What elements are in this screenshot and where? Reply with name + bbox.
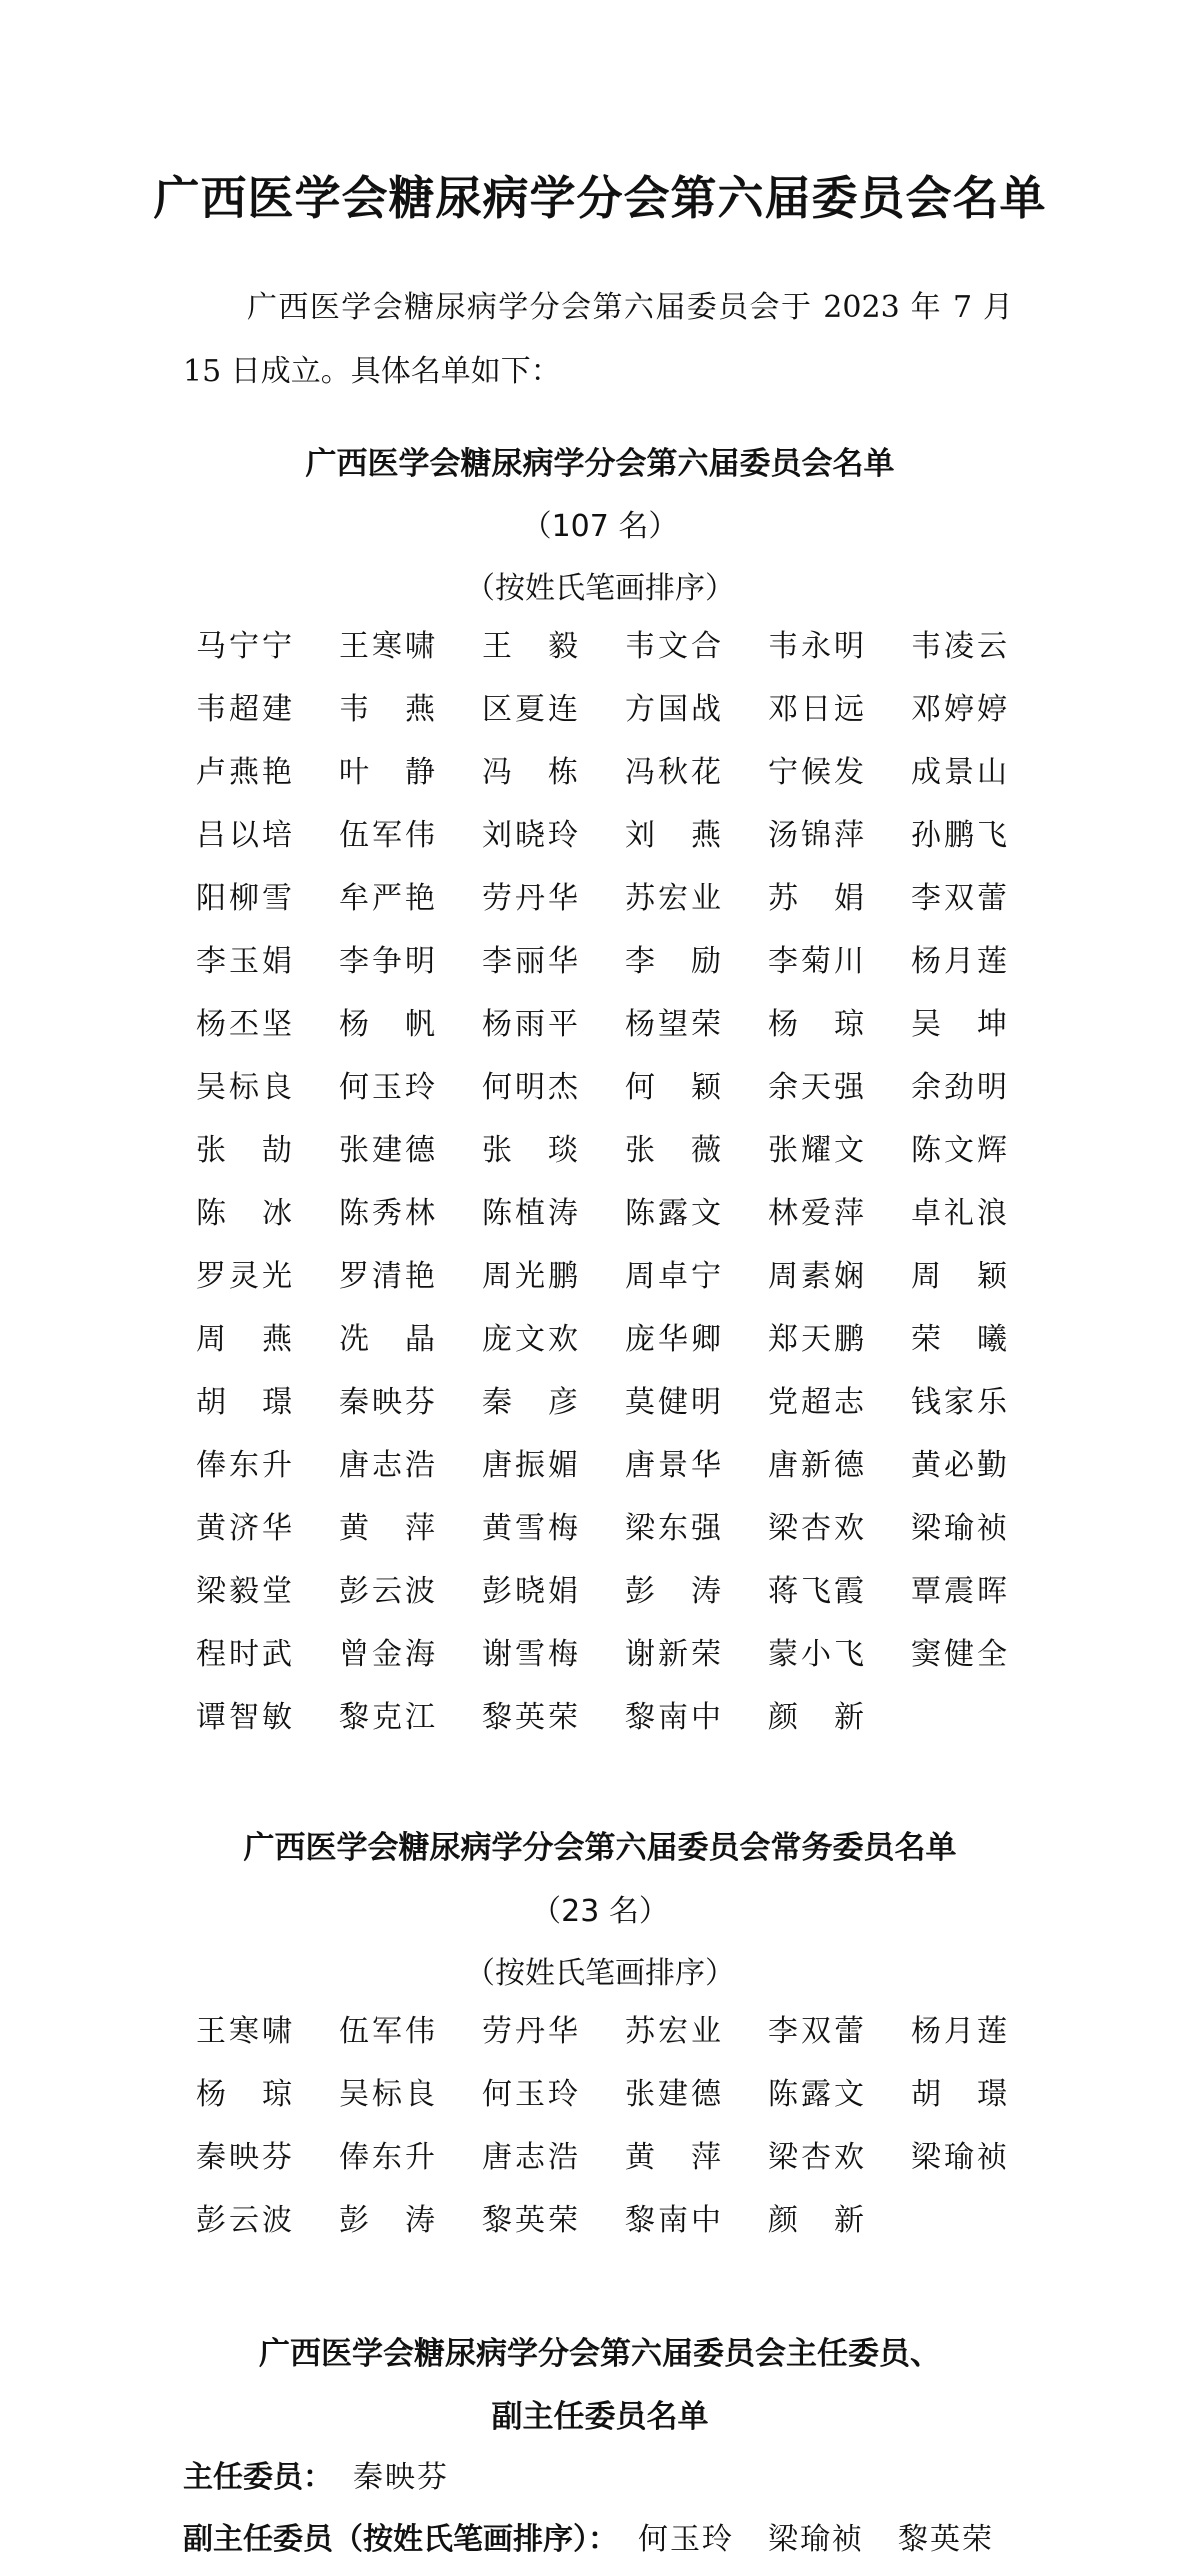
member-name: 秦 映 芬 — [339, 1385, 435, 1420]
leaders-title-line1: 广西医学会糖尿病学分会第六届委员会主任委员、 — [259, 2336, 941, 2372]
member-name: 罗 清 艳 — [339, 1259, 435, 1294]
member-name: 唐 志 浩 — [482, 2140, 578, 2175]
member-name: 周 光 鹏 — [482, 1259, 578, 1294]
chair-name: 秦映芬 — [353, 2460, 449, 2495]
member-name: 党 超 志 — [768, 1385, 864, 1420]
member-name: 王 毅 — [482, 629, 578, 664]
member-name: 彭 晓 娟 — [482, 1574, 578, 1609]
member-name: 劳 丹 华 — [482, 2014, 578, 2049]
member-name: 陈 露 文 — [768, 2077, 864, 2112]
member-name: 李 励 — [625, 944, 721, 979]
member-name: 韦 凌 云 — [911, 629, 1007, 664]
member-name: 吴 标 良 — [196, 1070, 292, 1105]
member-name: 牟 严 艳 — [339, 881, 435, 916]
member-name: 秦 映 芬 — [196, 2140, 292, 2175]
member-name: 刘 燕 — [625, 818, 721, 853]
vice-chair-name: 黎英荣 — [898, 2522, 994, 2557]
member-name: 郑 天 鹏 — [768, 1322, 864, 1357]
member-name: 韦 燕 — [339, 692, 435, 727]
member-name: 窦 健 全 — [911, 1637, 1007, 1672]
standing-committee-order-note: （按姓氏笔画排序） — [465, 1956, 735, 1991]
member-name: 蒙 小 飞 — [768, 1637, 864, 1672]
member-name: 区 夏 连 — [482, 692, 578, 727]
member-name: 阳 柳 雪 — [196, 881, 292, 916]
member-name: 苏 娟 — [768, 881, 864, 916]
member-name: 何 颖 — [625, 1070, 721, 1105]
member-name: 荣 曦 — [911, 1322, 1007, 1357]
member-name: 周 燕 — [196, 1322, 292, 1357]
member-name: 张 琰 — [482, 1133, 578, 1168]
member-name: 彭 云 波 — [196, 2203, 292, 2238]
member-name: 黎 英 荣 — [482, 1700, 578, 1735]
member-name: 杨 雨 平 — [482, 1007, 578, 1042]
standing-committee-count: （23 名） — [531, 1894, 669, 1929]
member-name: 谢 新 荣 — [625, 1637, 721, 1672]
member-name: 黄 必 勤 — [911, 1448, 1007, 1483]
member-name: 吴 坤 — [911, 1007, 1007, 1042]
member-name: 孙 鹏 飞 — [911, 818, 1007, 853]
member-name: 钱 家 乐 — [911, 1385, 1007, 1420]
member-name: 陈 文 辉 — [911, 1133, 1007, 1168]
member-name: 周 卓 宁 — [625, 1259, 721, 1294]
member-name: 林 爱 萍 — [768, 1196, 864, 1231]
member-name: 莫 健 明 — [625, 1385, 721, 1420]
member-name: 何 玉 玲 — [339, 1070, 435, 1105]
vice-chair-name: 何玉玲 — [638, 2522, 734, 2557]
member-name: 伍 军 伟 — [339, 2014, 435, 2049]
member-name: 谭 智 敏 — [196, 1700, 292, 1735]
member-name: 吴 标 良 — [339, 2077, 435, 2112]
member-name: 方 国 战 — [625, 692, 721, 727]
member-name: 俸 东 升 — [339, 2140, 435, 2175]
leaders-title-line2: 副主任委员名单 — [491, 2399, 709, 2435]
member-name: 颜 新 — [768, 1700, 864, 1735]
member-name: 冯 栋 — [482, 755, 578, 790]
member-name: 余 天 强 — [768, 1070, 864, 1105]
member-name: 杨 丕 坚 — [196, 1007, 292, 1042]
member-name: 黄 济 华 — [196, 1511, 292, 1546]
member-name: 颜 新 — [768, 2203, 864, 2238]
member-name: 梁 东 强 — [625, 1511, 721, 1546]
member-name: 李 丽 华 — [482, 944, 578, 979]
member-name: 覃 震 晖 — [911, 1574, 1007, 1609]
member-name: 秦 彦 — [482, 1385, 578, 1420]
member-name: 李 双 蕾 — [768, 2014, 864, 2049]
member-name: 杨 月 莲 — [911, 944, 1007, 979]
chair-line — [183, 2452, 1083, 2496]
member-name: 胡 璟 — [196, 1385, 292, 1420]
member-name: 张 建 德 — [339, 1133, 435, 1168]
member-name: 王 寒 啸 — [339, 629, 435, 664]
member-name: 冯 秋 花 — [625, 755, 721, 790]
standing-committee-title: 广西医学会糖尿病学分会第六届委员会常务委员名单 — [243, 1830, 957, 1866]
member-name: 伍 军 伟 — [339, 818, 435, 853]
member-name: 叶 静 — [339, 755, 435, 790]
member-name: 黎 南 中 — [625, 1700, 721, 1735]
member-name: 李 菊 川 — [768, 944, 864, 979]
member-name: 程 时 武 — [196, 1637, 292, 1672]
member-name: 黎 英 荣 — [482, 2203, 578, 2238]
member-name: 庞 文 欢 — [482, 1322, 578, 1357]
member-name: 成 景 山 — [911, 755, 1007, 790]
member-name: 卢 燕 艳 — [196, 755, 292, 790]
member-name: 吕 以 培 — [196, 818, 292, 853]
member-name: 周 素 娴 — [768, 1259, 864, 1294]
member-name: 梁 毅 堂 — [196, 1574, 292, 1609]
member-name: 韦 永 明 — [768, 629, 864, 664]
member-name: 庞 华 卿 — [625, 1322, 721, 1357]
committee-order-note: （按姓氏笔画排序） — [465, 571, 735, 606]
member-name: 余 劲 明 — [911, 1070, 1007, 1105]
member-name: 梁 瑜 祯 — [911, 1511, 1007, 1546]
member-name: 张 建 德 — [625, 2077, 721, 2112]
member-name: 彭 涛 — [339, 2203, 435, 2238]
member-name: 胡 璟 — [911, 2077, 1007, 2112]
member-name: 杨 望 荣 — [625, 1007, 721, 1042]
member-name: 黄 萍 — [625, 2140, 721, 2175]
member-name: 马 宁 宁 — [196, 629, 292, 664]
member-name: 陈 露 文 — [625, 1196, 721, 1231]
committee-title: 广西医学会糖尿病学分会第六届委员会名单 — [305, 446, 895, 482]
member-name: 唐 景 华 — [625, 1448, 721, 1483]
member-name: 彭 云 波 — [339, 1574, 435, 1609]
member-name: 黎 南 中 — [625, 2203, 721, 2238]
member-name: 杨 帆 — [339, 1007, 435, 1042]
member-name: 陈 植 涛 — [482, 1196, 578, 1231]
member-name: 卓 礼 浪 — [911, 1196, 1007, 1231]
member-name: 陈 秀 林 — [339, 1196, 435, 1231]
chair-label: 主任委员： — [183, 2460, 333, 2495]
member-name: 邓 日 远 — [768, 692, 864, 727]
page-title: 广西医学会糖尿病学分会第六届委员会名单 — [153, 171, 1047, 225]
member-name: 何 明 杰 — [482, 1070, 578, 1105]
member-name: 冼 晶 — [339, 1322, 435, 1357]
member-name: 劳 丹 华 — [482, 881, 578, 916]
member-name: 唐 振 媚 — [482, 1448, 578, 1483]
member-name: 何 玉 玲 — [482, 2077, 578, 2112]
member-name: 梁 杏 欢 — [768, 2140, 864, 2175]
member-name: 韦 超 建 — [196, 692, 292, 727]
committee-count: （107 名） — [521, 509, 679, 544]
member-name: 张 耀 文 — [768, 1133, 864, 1168]
standing-committee-name-grid — [196, 2012, 1026, 2264]
member-name: 张 薇 — [625, 1133, 721, 1168]
member-name: 韦 文 合 — [625, 629, 721, 664]
member-name: 罗 灵 光 — [196, 1259, 292, 1294]
member-name: 周 颖 — [911, 1259, 1007, 1294]
member-name: 刘 晓 玲 — [482, 818, 578, 853]
member-name: 梁 瑜 祯 — [911, 2140, 1007, 2175]
member-name: 黄 雪 梅 — [482, 1511, 578, 1546]
member-name: 李 玉 娟 — [196, 944, 292, 979]
member-name: 王 寒 啸 — [196, 2014, 292, 2049]
member-name: 杨 琼 — [196, 2077, 292, 2112]
member-name: 谢 雪 梅 — [482, 1637, 578, 1672]
member-name: 梁 杏 欢 — [768, 1511, 864, 1546]
vice-chair-name: 梁瑜祯 — [768, 2522, 864, 2557]
member-name: 杨 琼 — [768, 1007, 864, 1042]
member-name: 苏 宏 业 — [625, 881, 721, 916]
member-name: 杨 月 莲 — [911, 2014, 1007, 2049]
member-name: 黄 萍 — [339, 1511, 435, 1546]
member-name: 俸 东 升 — [196, 1448, 292, 1483]
member-name: 蒋 飞 霞 — [768, 1574, 864, 1609]
member-name: 苏 宏 业 — [625, 2014, 721, 2049]
member-name: 唐 志 浩 — [339, 1448, 435, 1483]
member-name: 陈 冰 — [196, 1196, 292, 1231]
member-name: 宁 候 发 — [768, 755, 864, 790]
vice-chair-line — [183, 2514, 1083, 2558]
committee-name-grid — [196, 627, 1026, 1761]
member-name: 黎 克 江 — [339, 1700, 435, 1735]
intro-paragraph: 广西医学会糖尿病学分会第六届委员会于 2023 年 7 月 15 日成立。具体名单如下： — [183, 290, 1013, 389]
member-name: 曾 金 海 — [339, 1637, 435, 1672]
member-name: 邓 婷 婷 — [911, 692, 1007, 727]
member-name: 彭 涛 — [625, 1574, 721, 1609]
member-name: 汤 锦 萍 — [768, 818, 864, 853]
member-name: 李 双 蕾 — [911, 881, 1007, 916]
member-name: 唐 新 德 — [768, 1448, 864, 1483]
vice-chair-label: 副主任委员（按姓氏笔画排序）： — [183, 2522, 618, 2557]
member-name: 张 劼 — [196, 1133, 292, 1168]
member-name: 李 争 明 — [339, 944, 435, 979]
